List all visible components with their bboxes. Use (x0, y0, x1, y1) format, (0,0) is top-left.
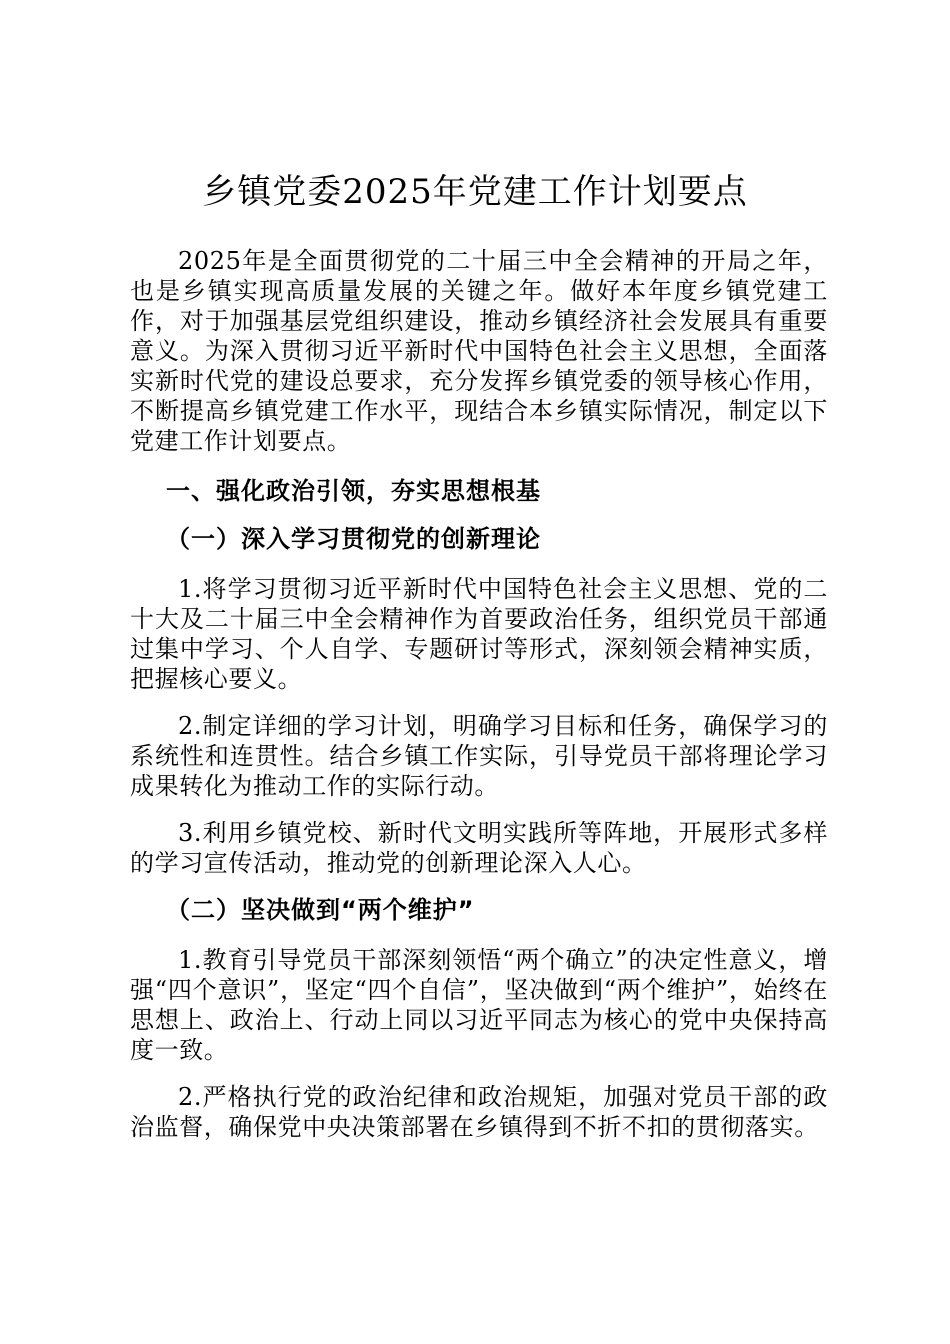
subsection-heading-2: （二）坚决做到“两个维护” (166, 896, 475, 924)
document-title: 乡镇党委2025年党建工作计划要点 (202, 172, 748, 212)
document-page (130, 168, 828, 1159)
subsection-heading-1: （一）深入学习贯彻党的创新理论 (166, 525, 541, 553)
section-heading-1: 一、强化政治引领，夯实思想根基 (166, 477, 541, 505)
list-item: 1.教育引导党员干部深刻领悟“两个确立”的决定性意义，增强“四个意识”，坚定“四个自信”，坚决做到“两个维护”，始终在思想上、政治上、行动上同以习近平同志为核心的党中央保持高度一致。 (130, 946, 828, 1064)
list-item: 1.将学习贯彻习近平新时代中国特色社会主义思想、党的二十大及二十届三中全会精神作为首要政治任务，组织党员干部通过集中学习、个人自学、专题研讨等形式，深刻领会精神实质，把握核心要义。 (130, 575, 828, 693)
list-item: 3.利用乡镇党校、新时代文明实践所等阵地，开展形式多样的学习宣传活动，推动党的创新理论深入人心。 (130, 819, 828, 877)
intro-paragraph: 2025年是全面贯彻党的二十届三中全会精神的开局之年，也是乡镇实现高质量发展的关键之年。做好本年度乡镇党建工作，对于加强基层党组织建设，推动乡镇经济社会发展具有重要意义。为深入贯彻习近平新时代中国特色社会主义思想，全面落实新时代党的建设总要求，充分发挥乡镇党委的领导核心作用，不断提高乡镇党建工作水平，现结合本乡镇实际情况，制定以下党建工作计划要点。 (130, 247, 828, 455)
list-item: 2.制定详细的学习计划，明确学习目标和任务，确保学习的系统性和连贯性。结合乡镇工作实际，引导党员干部将理论学习成果转化为推动工作的实际行动。 (130, 712, 828, 800)
list-item: 2.严格执行党的政治纪律和政治规矩，加强对党员干部的政治监督，确保党中央决策部署在乡镇得到不折不扣的贯彻落实。 (130, 1083, 828, 1141)
